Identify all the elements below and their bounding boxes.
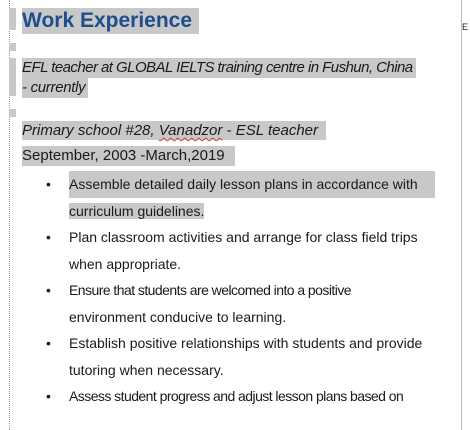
list-item[interactable] (22, 224, 462, 278)
job-dates[interactable]: September, 2003 -March,2019 (22, 146, 235, 166)
bullet-icon: • (46, 229, 51, 245)
bullet-icon: • (46, 335, 51, 351)
section-heading[interactable]: Work Experience (22, 8, 199, 34)
duty-line: Establish positive relationships with students and provide (69, 335, 423, 351)
bullet-icon: • (46, 176, 51, 192)
bullet-icon: • (46, 282, 51, 298)
duty-line: when appropriate. (69, 256, 182, 272)
duty-line: Plan classroom activities and arrange for class field trips (69, 229, 418, 245)
duty-line: Ensure that students are welcomed into a positive (69, 282, 352, 298)
list-item[interactable] (22, 330, 462, 384)
job-title-suffix: - ESL teacher (222, 122, 319, 139)
list-item[interactable] (22, 383, 462, 410)
duty-line: curriculum guidelines. (69, 203, 205, 219)
job-title-line: EFL teacher at GLOBAL IELTS training centre in Fushun, China (22, 58, 416, 78)
bullet-icon: • (46, 388, 51, 404)
duty-line: Assemble detailed daily lesson plans in accordance with (69, 171, 435, 198)
job-entry-current[interactable] (22, 58, 462, 98)
left-selection-marks (9, 0, 16, 430)
list-item[interactable] (22, 171, 462, 225)
duty-line: environment conducive to learning. (69, 309, 287, 325)
list-item[interactable] (22, 277, 462, 331)
job-title-prefix: Primary school #28, (22, 122, 159, 139)
spellcheck-flagged-word[interactable]: Vanadzor (158, 122, 223, 139)
job-title-previous[interactable] (22, 121, 326, 140)
duties-list (22, 171, 462, 409)
job-title-line: - currently (22, 78, 88, 98)
duty-line: tutoring when necessary. (69, 362, 224, 378)
cropped-text-fragment: E (462, 22, 469, 32)
duty-line: Assess student progress and adjust lesson plans based on (69, 388, 404, 404)
